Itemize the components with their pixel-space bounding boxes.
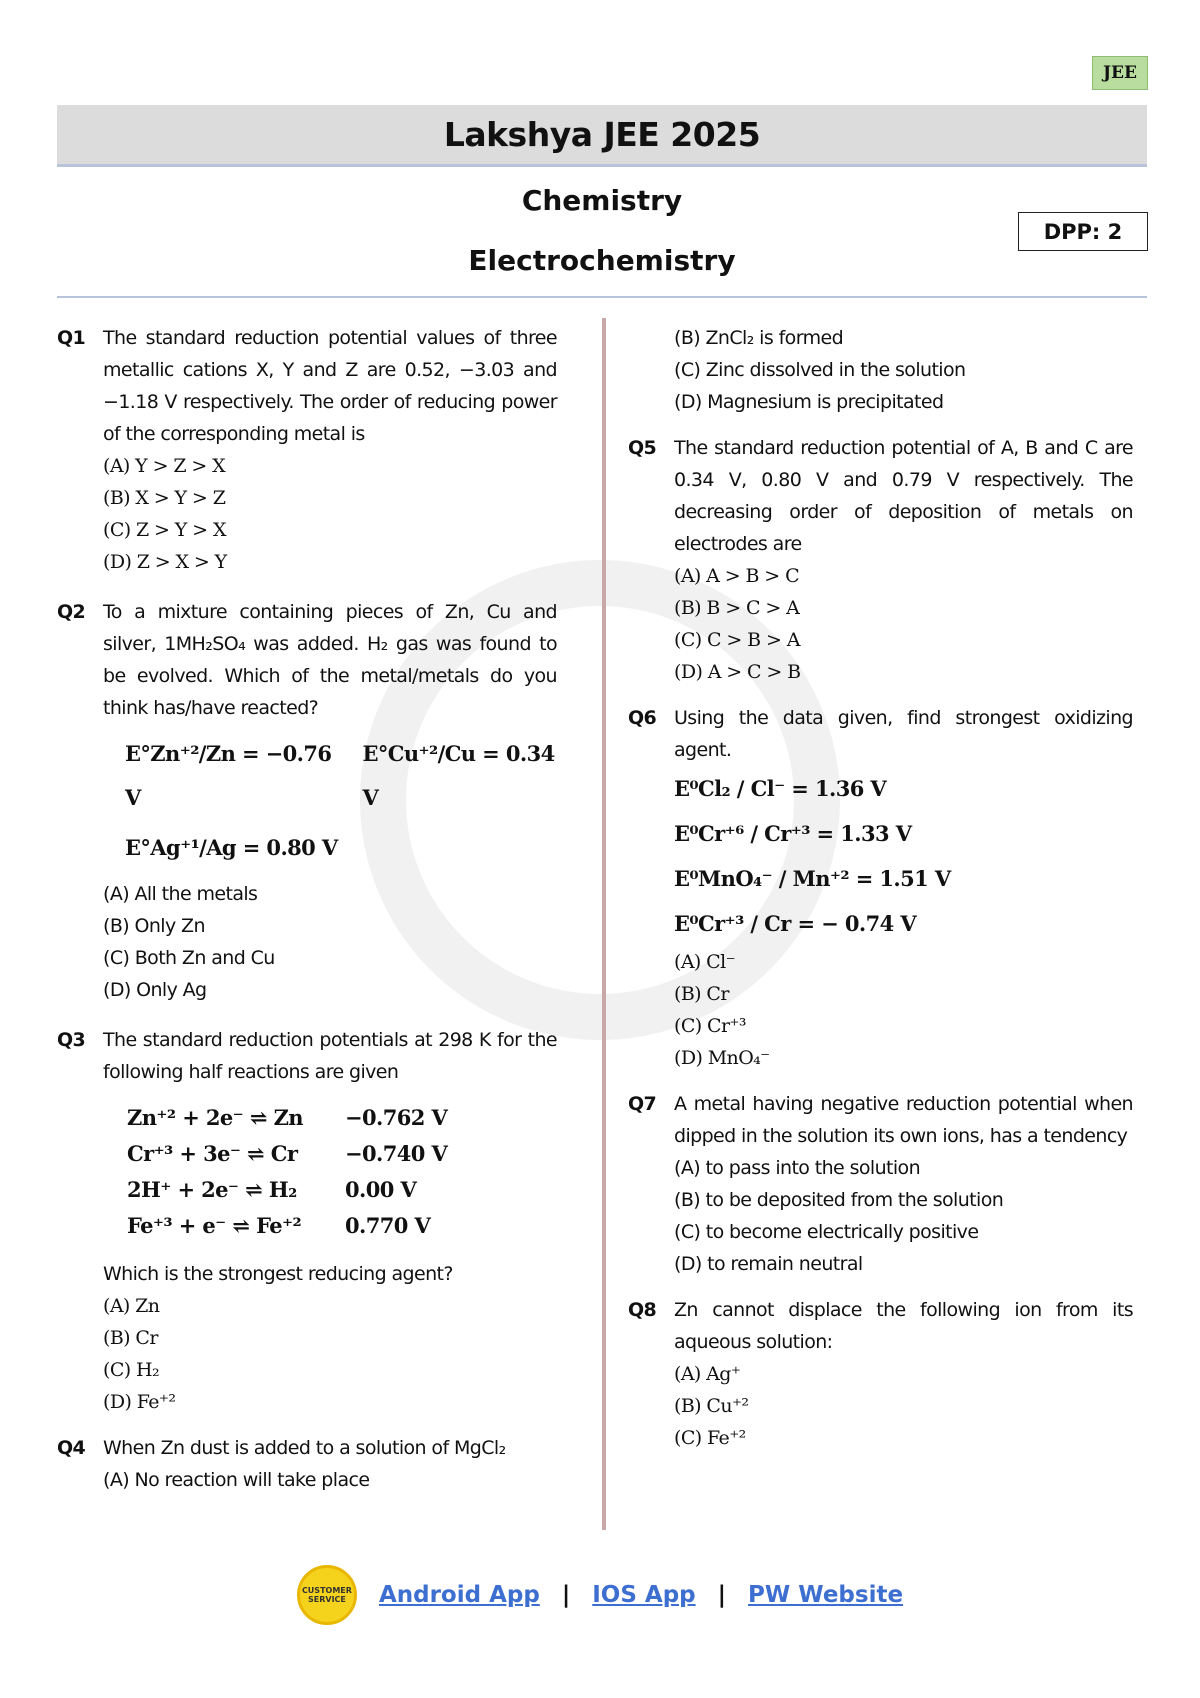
question-text: The standard reduction potentials at 298 K for the following half reactions are given bbox=[103, 1029, 557, 1083]
question-4 bbox=[57, 1432, 557, 1496]
equation: E⁰Cr⁺³ / Cr = − 0.74 V bbox=[674, 911, 917, 936]
potential: −0.762 V bbox=[345, 1105, 448, 1130]
question-2 bbox=[57, 596, 557, 1006]
equation: E⁰Cr⁺⁶ / Cr⁺³ = 1.33 V bbox=[674, 821, 912, 846]
potential: 0.770 V bbox=[345, 1213, 431, 1238]
equation: E⁰MnO₄⁻ / Mn⁺² = 1.51 V bbox=[674, 866, 951, 891]
question-number: Q1 bbox=[57, 327, 86, 349]
option-c: (C) C > B > A bbox=[674, 629, 800, 651]
question-text: Using the data given, find strongest oxidizing agent. bbox=[674, 707, 1133, 761]
question-number: Q5 bbox=[628, 437, 657, 459]
potential-data bbox=[674, 766, 1133, 946]
option-c: (C) H₂ bbox=[103, 1359, 159, 1381]
option-b: (B) Cu⁺² bbox=[674, 1395, 749, 1417]
option-c: (C) Cr⁺³ bbox=[674, 1015, 746, 1037]
option-b: (B) X > Y > Z bbox=[103, 487, 226, 509]
question-number: Q3 bbox=[57, 1029, 86, 1051]
option-a: (A) Zn bbox=[103, 1295, 160, 1317]
reaction-row bbox=[127, 1136, 557, 1172]
potential: 0.00 V bbox=[345, 1177, 417, 1202]
option-c: (C) Both Zn and Cu bbox=[103, 947, 275, 969]
android-app-link[interactable]: Android App bbox=[378, 1582, 540, 1608]
option-b: (B) to be deposited from the solution bbox=[674, 1189, 1004, 1211]
question-3 bbox=[57, 1024, 557, 1418]
option-d: (D) Fe⁺² bbox=[103, 1391, 176, 1413]
question-number: Q4 bbox=[57, 1437, 86, 1459]
option-a: (A) to pass into the solution bbox=[674, 1157, 921, 1179]
subject-heading: Chemistry bbox=[521, 184, 683, 217]
option-b: (B) B > C > A bbox=[674, 597, 800, 619]
separator: | bbox=[717, 1582, 727, 1608]
option-b: (B) ZnCl₂ is formed bbox=[674, 327, 844, 349]
option-d: (D) Z > X > Y bbox=[103, 551, 227, 573]
reaction: Cr⁺³ + 3e⁻ ⇌ Cr bbox=[127, 1141, 298, 1166]
equation: E°Ag⁺¹/Ag = 0.80 V bbox=[125, 835, 338, 860]
question-text: The standard reduction potential values of three metallic cations X, Y and Z are 0.52, −3.03 and −1.18 V respectively. The order of reducing power of the corresponding metal is bbox=[103, 327, 557, 445]
header-divider bbox=[57, 296, 1147, 298]
question-number: Q6 bbox=[628, 707, 657, 729]
question-7 bbox=[628, 1088, 1133, 1280]
ios-app-link[interactable]: IOS App bbox=[592, 1582, 696, 1608]
question-number: Q7 bbox=[628, 1093, 657, 1115]
option-d: (D) to remain neutral bbox=[674, 1253, 863, 1275]
option-b: (B) Cr bbox=[103, 1327, 158, 1349]
dpp-label: DPP: 2 bbox=[1018, 212, 1148, 251]
equation: E°Cu⁺²/Cu = 0.34 V bbox=[362, 741, 555, 810]
column-divider bbox=[602, 318, 606, 1530]
customer-service-logo bbox=[297, 1565, 357, 1625]
reaction: 2H⁺ + 2e⁻ ⇌ H₂ bbox=[127, 1177, 297, 1202]
question-1 bbox=[57, 322, 557, 578]
equation: E°Zn⁺²/Zn = −0.76 V bbox=[125, 741, 332, 810]
question-number: Q8 bbox=[628, 1299, 657, 1321]
question-text: To a mixture containing pieces of Zn, Cu and silver, 1MH₂SO₄ was added. H₂ gas was found to be evolved. Which of the metal/metals do you think has/have reacted? bbox=[103, 601, 557, 719]
question-text: The standard reduction potential of A, B and C are 0.34 V, 0.80 V and 0.79 V respectively. The decreasing order of deposition of metals on electrodes are bbox=[674, 437, 1133, 555]
question-text: When Zn dust is added to a solution of MgCl₂ bbox=[103, 1437, 506, 1459]
option-d: (D) Only Ag bbox=[103, 979, 207, 1001]
potential: −0.740 V bbox=[345, 1141, 448, 1166]
option-a: (A) All the metals bbox=[103, 883, 258, 905]
option-a: (A) Cl⁻ bbox=[674, 951, 736, 973]
option-b: (B) Only Zn bbox=[103, 915, 205, 937]
reaction: Fe⁺³ + e⁻ ⇌ Fe⁺² bbox=[127, 1213, 302, 1238]
exam-badge: JEE bbox=[1092, 56, 1148, 90]
question-prompt: Which is the strongest reducing agent? bbox=[103, 1263, 453, 1285]
logo-text: CUSTOMER SERVICE bbox=[301, 1586, 352, 1604]
question-number: Q2 bbox=[57, 601, 86, 623]
reaction-row bbox=[127, 1172, 557, 1208]
option-a: (A) No reaction will take place bbox=[103, 1469, 370, 1491]
option-c: (C) Z > Y > X bbox=[103, 519, 226, 541]
equation: E⁰Cl₂ / Cl⁻ = 1.36 V bbox=[674, 776, 887, 801]
option-a: (A) Y > Z > X bbox=[103, 455, 226, 477]
separator: | bbox=[561, 1582, 571, 1608]
option-d: (D) A > C > B bbox=[674, 661, 801, 683]
option-c: (C) to become electrically positive bbox=[674, 1221, 979, 1243]
option-b: (B) Cr bbox=[674, 983, 729, 1005]
question-8 bbox=[628, 1294, 1133, 1454]
right-column bbox=[628, 322, 1133, 1464]
option-c: (C) Zinc dissolved in the solution bbox=[674, 359, 966, 381]
option-c: (C) Fe⁺² bbox=[674, 1427, 746, 1449]
option-d: (D) Magnesium is precipitated bbox=[674, 391, 944, 413]
question-text: Zn cannot displace the following ion from its aqueous solution: bbox=[674, 1299, 1133, 1353]
footer bbox=[0, 1565, 1200, 1625]
reaction: Zn⁺² + 2e⁻ ⇌ Zn bbox=[127, 1105, 303, 1130]
option-a: (A) Ag⁺ bbox=[674, 1363, 741, 1385]
question-5 bbox=[628, 432, 1133, 688]
question-text: A metal having negative reduction potential when dipped in the solution its own ions, has a tendency bbox=[674, 1093, 1133, 1147]
option-a: (A) A > B > C bbox=[674, 565, 800, 587]
question-6 bbox=[628, 702, 1133, 1074]
chapter-heading: Electrochemistry bbox=[468, 244, 736, 277]
pw-website-link[interactable]: PW Website bbox=[748, 1582, 904, 1608]
half-reactions-table bbox=[127, 1100, 557, 1244]
reaction-row bbox=[127, 1208, 557, 1244]
left-column bbox=[57, 322, 557, 1506]
reaction-row bbox=[127, 1100, 557, 1136]
option-d: (D) MnO₄⁻ bbox=[674, 1047, 770, 1069]
page-title: Lakshya JEE 2025 bbox=[57, 105, 1147, 167]
